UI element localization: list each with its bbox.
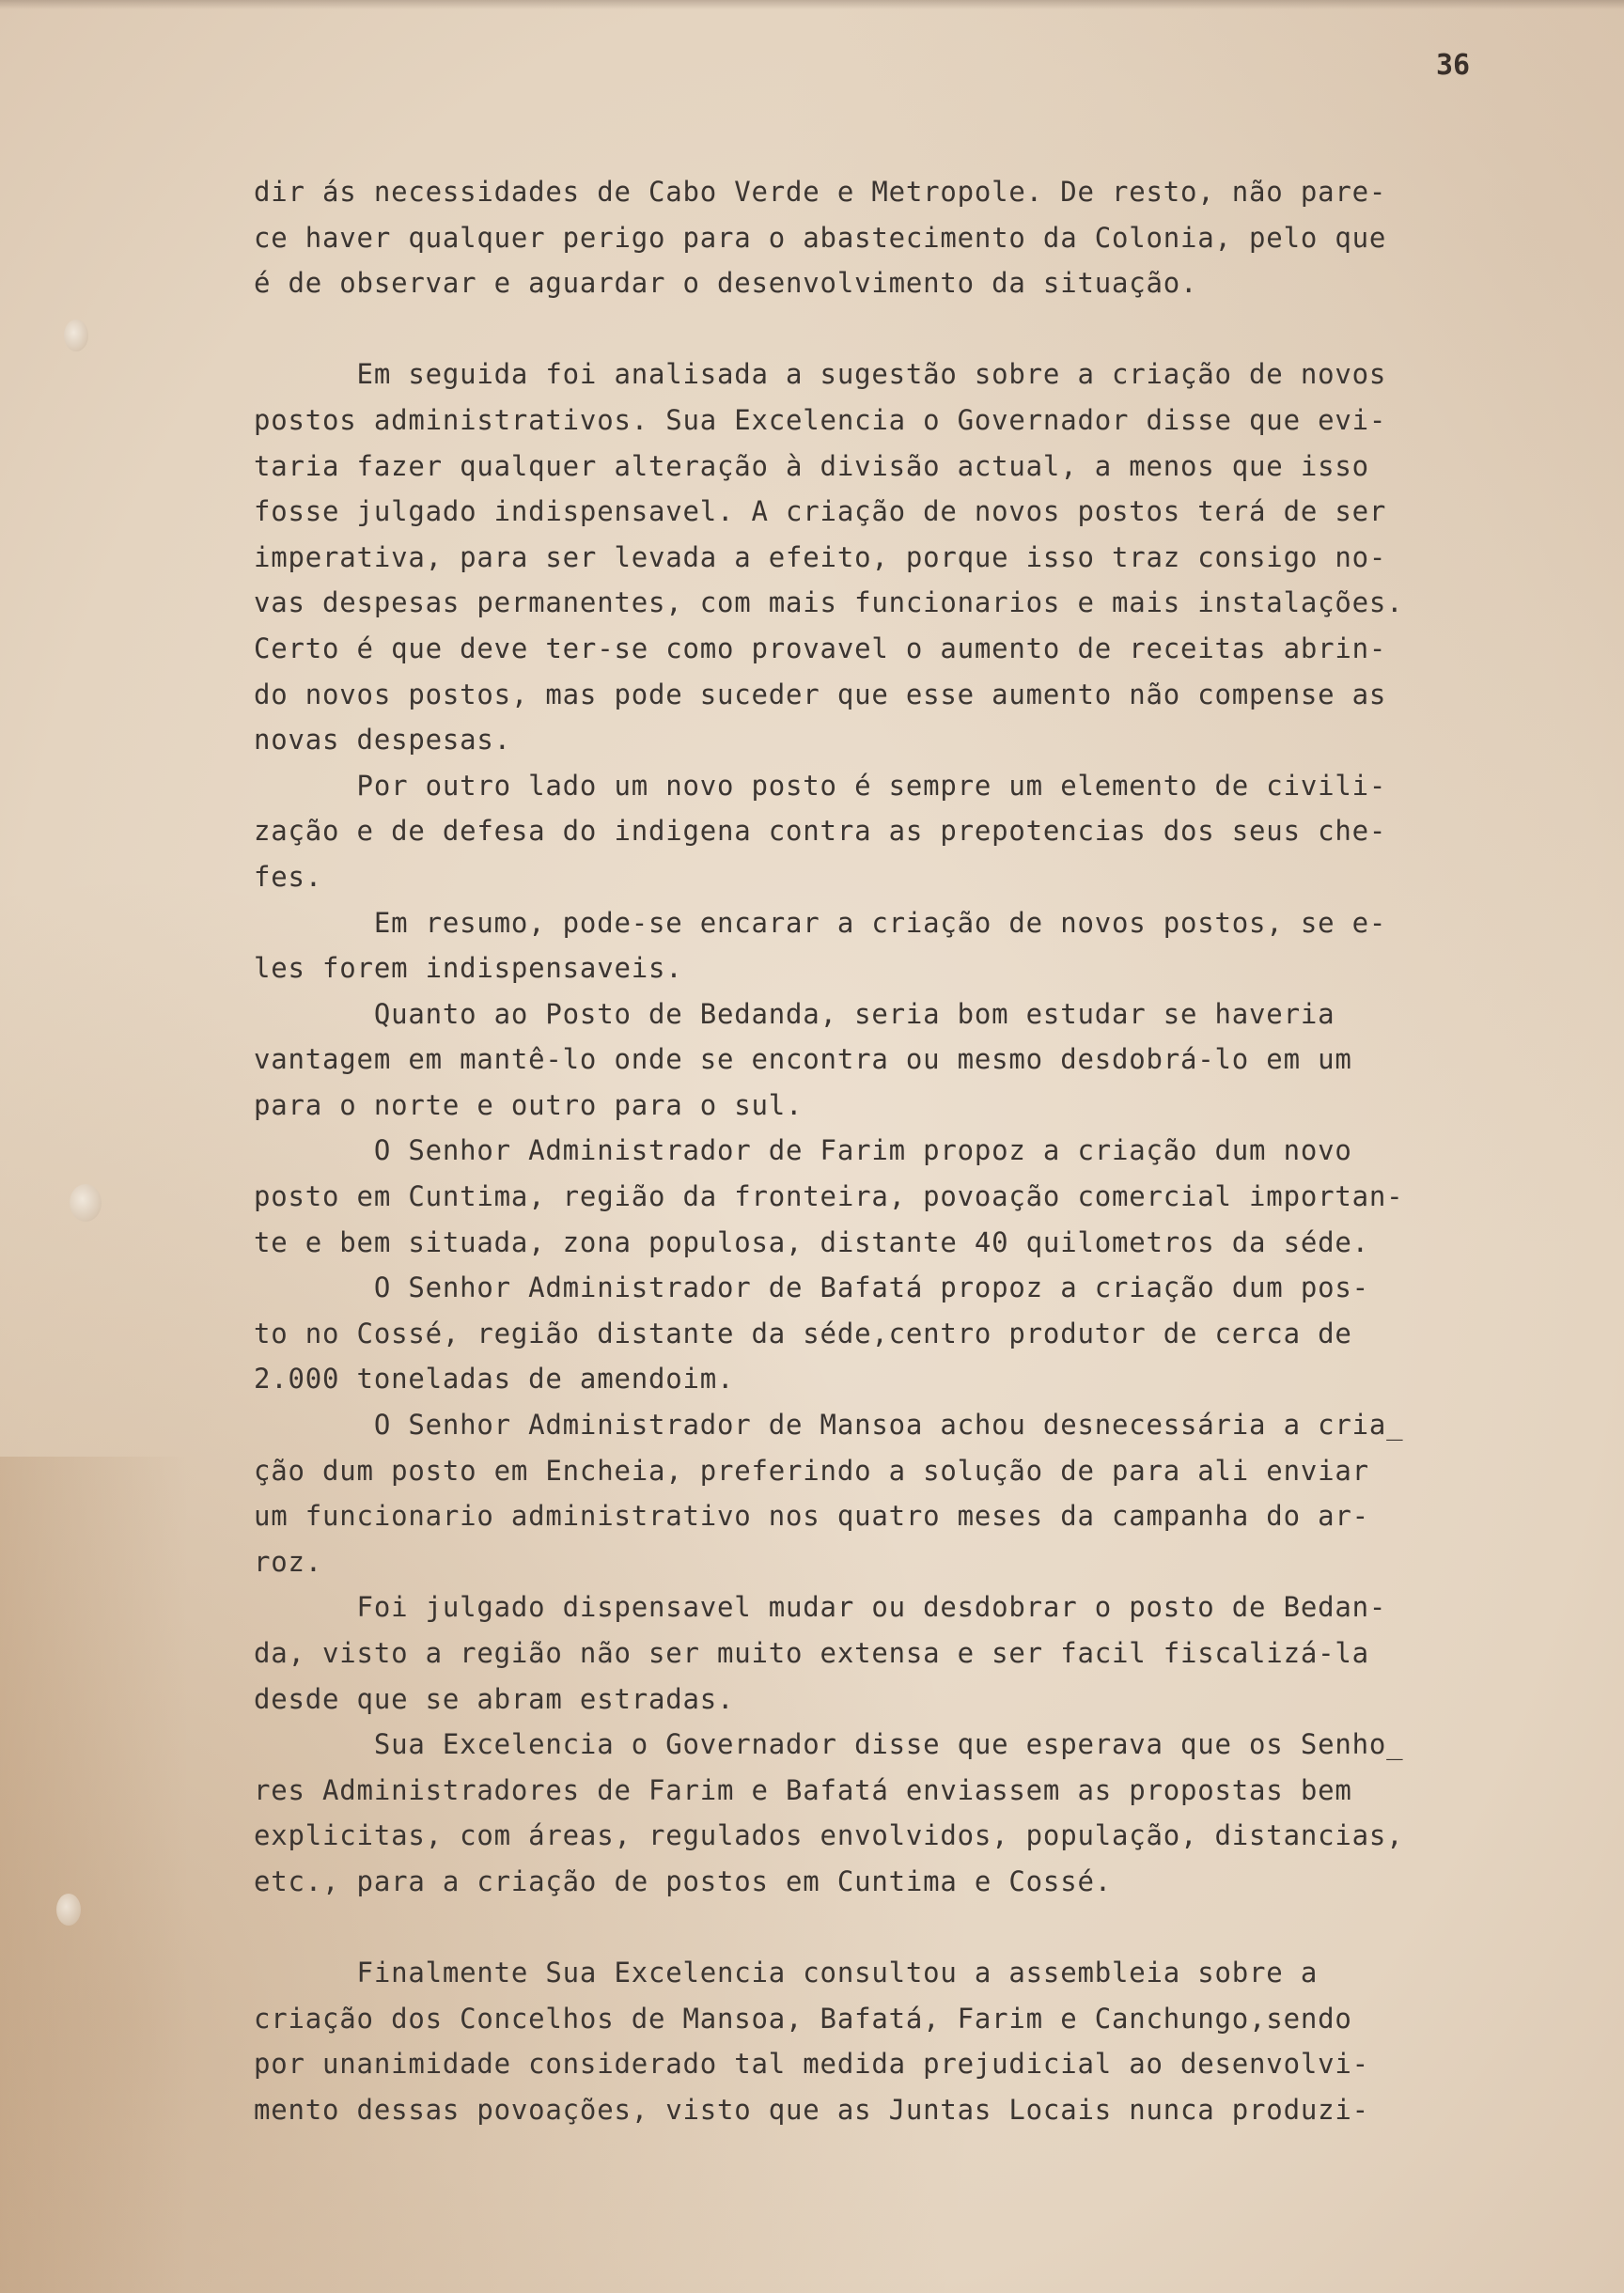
text-line: fosse julgado indispensavel. A criação de novos postos terá de ser (254, 495, 1387, 528)
text-line: ção dum posto em Encheia, preferindo a solução de para ali enviar (254, 1454, 1369, 1487)
text-line: é de observar e aguardar o desenvolvimento da situação. (254, 267, 1198, 300)
punch-hole (70, 1184, 102, 1222)
blank-line (254, 306, 1513, 352)
text-line: desde que se abram estradas. (254, 1682, 735, 1715)
text-line: do novos postos, mas pode suceder que esse aumento não compense as (254, 678, 1387, 710)
text-line: postos administrativos. Sua Excelencia o Governador disse que evi- (254, 403, 1387, 436)
text-line: O Senhor Administrador de Bafatá propoz a criação dum pos- (254, 1271, 1369, 1304)
text-line: O Senhor Administrador de Farim propoz a criação dum novo (254, 1134, 1352, 1167)
text-line: etc., para a criação de postos em Cuntima e Cossé. (254, 1864, 1112, 1897)
text-line: vantagem em mantê-lo onde se encontra ou mesmo desdobrá-lo em um (254, 1043, 1352, 1076)
text-line: para o norte e outro para o sul. (254, 1088, 804, 1121)
text-line: Quanto ao Posto de Bedanda, seria bom estudar se haveria (254, 997, 1335, 1030)
text-line: to no Cossé, região distante da séde,centro produtor de cerca de (254, 1317, 1352, 1349)
text-line: mento dessas povoações, visto que as Juntas Locais nunca produzi- (254, 2093, 1369, 2126)
text-line: explicitas, com áreas, regulados envolvidos, população, distancias, (254, 1819, 1404, 1852)
text-line: Foi julgado dispensavel mudar ou desdobrar o posto de Bedan- (254, 1591, 1387, 1624)
text-line: criação dos Concelhos de Mansoa, Bafatá, Farim e Canchungo,sendo (254, 2002, 1352, 2035)
text-line: imperativa, para ser levada a efeito, porque isso traz consigo no- (254, 540, 1387, 573)
text-line: dir ás necessidades de Cabo Verde e Metropole. De resto, não pare- (254, 176, 1387, 208)
page-top-edge (0, 0, 1624, 9)
punch-hole (56, 1894, 81, 1926)
blank-line (254, 1905, 1513, 1951)
text-line: vas despesas permanentes, com mais funcionarios e mais instalações. (254, 586, 1404, 619)
text-line: fes. (254, 860, 323, 893)
text-line: taria fazer qualquer alteração à divisão actual, a menos que isso (254, 449, 1369, 482)
text-line: um funcionario administrativo nos quatro meses da campanha do ar- (254, 1500, 1369, 1533)
text-line: Por outro lado um novo posto é sempre um elemento de civili- (254, 769, 1387, 802)
text-line: Em seguida foi analisada a sugestão sobre a criação de novos (254, 358, 1387, 391)
typewritten-body (254, 169, 1513, 2133)
paper-stain (0, 1457, 188, 2293)
text-line: Finalmente Sua Excelencia consultou a assembleia sobre a (254, 1957, 1319, 1989)
text-line: roz. (254, 1545, 323, 1578)
text-line: por unanimidade considerado tal medida prejudicial ao desenvolvi- (254, 2048, 1369, 2081)
text-line: 2.000 toneladas de amendoim. (254, 1363, 735, 1396)
punch-hole (64, 320, 88, 351)
text-line: da, visto a região não ser muito extensa e ser facil fiscalizá-la (254, 1637, 1369, 1669)
text-line: res Administradores de Farim e Bafatá enviassem as propostas bem (254, 1773, 1352, 1806)
text-line: ce haver qualquer perigo para o abastecimento da Colonia, pelo que (254, 221, 1387, 254)
text-line: les forem indispensaveis. (254, 952, 683, 985)
text-line: novas despesas. (254, 724, 511, 757)
text-line: zação e de defesa do indigena contra as prepotencias dos seus che- (254, 815, 1387, 848)
text-line: O Senhor Administrador de Mansoa achou desnecessária a cria_ (254, 1409, 1404, 1442)
text-line: Sua Excelencia o Governador disse que esperava que os Senho_ (254, 1728, 1404, 1761)
text-line: Em resumo, pode-se encarar a criação de novos postos, se e- (254, 906, 1387, 939)
page-number: 36 (1436, 49, 1471, 82)
text-line: posto em Cuntima, região da fronteira, povoação comercial importan- (254, 1180, 1404, 1213)
text-line: te e bem situada, zona populosa, distante 40 quilometros da séde. (254, 1225, 1369, 1258)
text-line: Certo é que deve ter-se como provavel o aumento de receitas abrin- (254, 632, 1387, 664)
